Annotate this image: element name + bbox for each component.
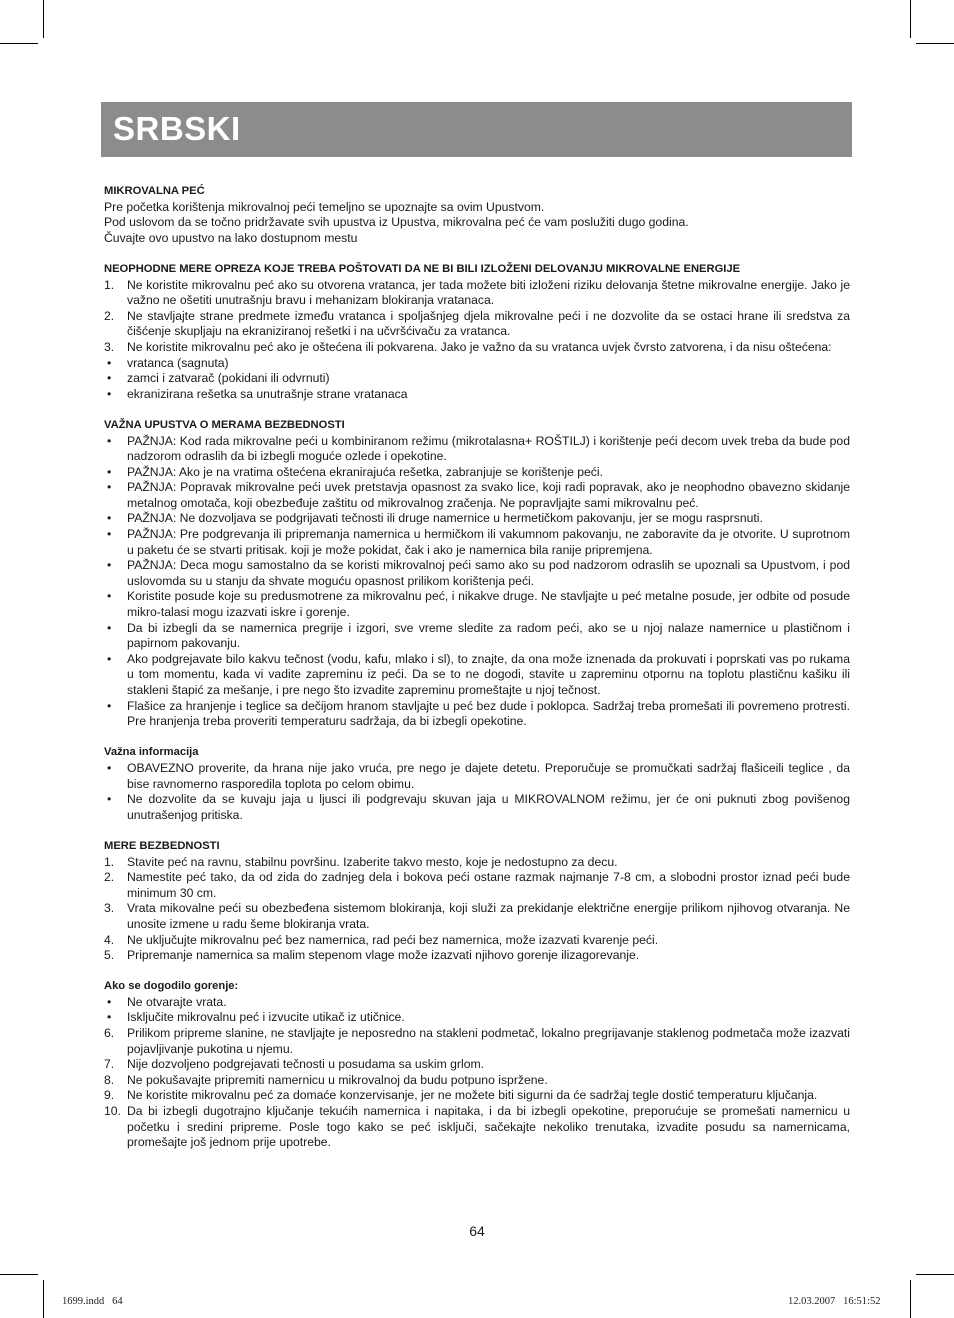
bullet-marker: • [107, 589, 112, 604]
crop-mark-bottom-right-vertical [910, 1280, 911, 1318]
bullet-item [104, 465, 850, 481]
numbered-item [104, 1073, 850, 1089]
item-number: 10. [104, 1104, 121, 1119]
bullet-marker: • [107, 480, 112, 495]
bullet-marker: • [107, 433, 112, 448]
bullet-marker: • [107, 651, 112, 666]
numbered-item [104, 278, 850, 309]
bullet-marker: • [107, 355, 112, 370]
item-text: Prilikom pripreme slanine, ne stavljajte je neposredno na stakleni podmetač, lokalno pregrijavanje staklenog podmetača može izazvati pojavljivanje pukotina u njemu. [127, 1026, 850, 1056]
crop-mark-top-left-vertical [43, 0, 44, 38]
numbered-item [104, 340, 850, 356]
section-gap [104, 964, 850, 980]
item-number: 4. [104, 932, 115, 947]
bullet-marker: • [107, 527, 112, 542]
numbered-item [104, 855, 850, 871]
section-gap [104, 402, 850, 418]
bullet-item [104, 761, 850, 792]
bullet-marker: • [107, 792, 112, 807]
section-heading: VAŽNA UPUSTVA O MERAMA BEZBEDNOSTI [104, 418, 345, 431]
crop-mark-bottom-right-horizontal [916, 1274, 954, 1275]
bullet-item [104, 480, 850, 511]
numbered-item [104, 309, 850, 340]
item-text: Flašice za hranjenje i teglice sa dečijom hranom stavljajte u peć bez dude i poklopca. Sadržaj treba promešati ili povremeno protresti. Pre hranjenja treba proveriti temperaturu sadržaja, da bi izbegli opekotine. [127, 698, 850, 729]
language-header-band [101, 102, 852, 157]
bullet-marker: • [107, 371, 112, 386]
paragraph: Čuvajte ovo upustvo na lako dostupnom mestu [104, 230, 358, 245]
item-text: zamci i zatvarač (pokidani ili odvrnuti) [127, 371, 330, 386]
bullet-item [104, 792, 850, 823]
item-number: 1. [104, 854, 115, 869]
crop-mark-bottom-left-horizontal [0, 1274, 38, 1275]
document-body [104, 184, 850, 1151]
item-text: Nije dozvoljeno podgrejavati tečnosti u posudama sa uskim grlom. [127, 1057, 485, 1072]
item-number: 1. [104, 277, 115, 292]
numbered-item [104, 901, 850, 932]
bullet-marker: • [107, 620, 112, 635]
slug-file-info: 1699.indd 64 [62, 1296, 123, 1307]
section-gap [104, 730, 850, 746]
bullet-marker: • [107, 386, 112, 401]
item-text: vratanca (sagnuta) [127, 355, 229, 370]
item-text: Stavite peć na ravnu, stabilnu površinu. Izaberite takvo mesto, koje je nedostupno za decu. [127, 854, 618, 869]
numbered-item [104, 1057, 850, 1073]
crop-mark-top-right-vertical [910, 0, 911, 38]
item-text: Vrata mikovalne peći su obezbeđena sistemom blokiranja, koji služi za prekidanje električne energije prilikom njihovog otvaranja. Ne unosite izmene u radu šeme blokiranja vrata. [127, 901, 850, 931]
bullet-item [104, 387, 850, 403]
item-text: Ne koristite mikrovalnu peć ako su otvorena vratanca, jer tada možete biti izloženi riziku delovanja štetne mikrovalne energije. Jako je važno ne ošetiti unutrašnju bravu i mehanizam blokiranja vratanaca. [127, 277, 850, 308]
numbered-item [104, 870, 850, 901]
section-heading: Važna informacija [104, 746, 199, 759]
paragraph: Pre početka korištenja mikrovalnoj peći temeljno se upoznajte sa ovim Upustvom. [104, 199, 545, 214]
numbered-item [104, 1088, 850, 1104]
bullet-marker: • [107, 511, 112, 526]
item-text: Ne koristite mikrovalnu peć ako je oštećena ili pokvarena. Jako je važno da su vratanca uvjek čvrsto zatvorena, i da nisu oštećena: [127, 339, 832, 354]
section-heading: Ako se dogodilo gorenje: [104, 980, 239, 993]
slug-date-time: 12.03.2007 16:51:52 [788, 1296, 881, 1307]
section-heading: MIKROVALNA PEĆ [104, 185, 205, 197]
bullet-item [104, 527, 850, 558]
bullet-item [104, 511, 850, 527]
numbered-item [104, 933, 850, 949]
item-text: Ne uključujte mikrovalnu peć bez namernica, rad peći bez namernica, može izazvati kvarenje peći. [127, 932, 659, 947]
bullet-item [104, 371, 850, 387]
bullet-item [104, 356, 850, 372]
item-number: 8. [104, 1072, 115, 1087]
item-text: OBAVEZNO proverite, da hrana nije jako vruća, pre nego je dajete detetu. Preporučuje se promučkati sadržaj flašiceili teglice , da bise ravnomerno rasporedila toplota po celom obimu. [127, 760, 850, 791]
bullet-marker: • [107, 464, 112, 479]
item-number: 3. [104, 339, 115, 354]
language-title: SRBSKI [113, 110, 241, 147]
section-gap [104, 246, 850, 262]
crop-mark-top-left-horizontal [0, 43, 38, 44]
item-text: Ne pokušavajte pripremiti namernicu u mikrovalnoj da budu potpuno ispržene. [127, 1072, 548, 1087]
item-text: PAŽNJA: Ne dozvoljava se podgrijavati tečnosti ili druge namernice u hermetičkom pakovanju, jer se mogu rasprsnuti. [127, 511, 763, 526]
crop-mark-top-right-horizontal [916, 43, 954, 44]
section-heading: NEOPHODNE MERE OPREZA KOJE TREBA POŠTOVATI DA NE BI BILI IZLOŽENI DELOVANJU MIKROVALNE ENERGIJE [104, 262, 741, 275]
item-number: 3. [104, 901, 115, 916]
crop-mark-bottom-left-vertical [43, 1280, 44, 1318]
bullet-item [104, 699, 850, 730]
page-number: 64 [469, 1223, 485, 1239]
bullet-item [104, 621, 850, 652]
item-text: PAŽNJA: Kod rada mikrovalne peći u kombiniranom režimu (mikrotalasna+ ROŠTILJ) i korištenje peći decom uvek treba da bude pod nadzorom odraslih da bi izbegli moguće ozlede i opekotine. [127, 433, 850, 464]
item-number: 9. [104, 1088, 115, 1103]
bullet-item [104, 995, 850, 1011]
item-text: Ako podgrejavate bilo kakvu tečnost (vodu, kafu, mlako i sl), to znajte, da ona može iznenada da prokuvati i poprskati vas po rukama u tom momentu, kada vi vadite zapreminu iz peći. Da se to ne dogodi, stavite u zapreminu otpornu na toplotu plastičnu kašiku ili stakleni štapić za mešanje, i pre nego što izvadite zapreminu promeštajte u njoj tečnost. [127, 651, 850, 697]
item-number: 5. [104, 948, 115, 963]
item-text: Pripremanje namernica sa malim stepenom vlage može izazvati njihovo gorenje ilizagorevanje. [127, 948, 640, 963]
section-gap [104, 823, 850, 839]
numbered-item [104, 1026, 850, 1057]
bullet-item [104, 652, 850, 699]
bullet-item [104, 558, 850, 589]
item-text: PAŽNJA: Deca mogu samostalno da se koristi mikrovalnoj peći samo ako su pod nadzorom odraslih se upoznali sa Upustvom, i pod uslovomda su u stanju da shvate moguću opasnost prilikom korištenja peći. [127, 558, 850, 588]
bullet-marker: • [107, 760, 112, 775]
bullet-marker: • [107, 1010, 112, 1025]
item-text: Ne stavljajte strane predmete između vratanca i spoljašnjeg djela mikrovalne peći i ne dozvolite da se ostaci hrane ili sredstva za čišćenje skupljaju na ekraniziranoj rešetki i na učvršćivaču za vratanca. [127, 308, 850, 339]
item-text: ekranizirana rešetka sa unutrašnje strane vratanaca [127, 386, 408, 401]
item-text: Da bi izbegli dugotrajno ključanje tekućih namernica i napitaka, i da bi izbegli opekotine, preporućuje se promešati namernicu u početku i sredini pripreme. Posle togo kako se peć isključi, sačekajte nekoliko trenutaka, izvadite posudu sa namernicama, promešajte još jednom prije upotrebe. [127, 1104, 850, 1150]
bullet-marker: • [107, 698, 112, 713]
bullet-item [104, 589, 850, 620]
item-text: PAŽNJA: Popravak mikrovalne peći uvek pretstavja opasnost za svako lice, koji radi popravak, ako je neophodno obavezno skidanje metalnog omotača, koji obezbeđuje zaštitu od mikrovalnog zračenja. Ne popravljajte sami mikrovalnu peć. [127, 480, 850, 510]
bullet-item [104, 434, 850, 465]
bullet-marker: • [107, 994, 112, 1009]
item-text: PAŽNJA: Ako je na vratima oštećena ekranirajuća rešetka, zabranjuje se korištenje peći. [127, 464, 603, 479]
item-text: Isključite mikrovalnu peć i izvucite utikač iz utičnice. [127, 1010, 405, 1025]
item-text: Koristite posude koje su predusmotrene za mikrovalnu peć, i nikakve druge. Ne stavljajte u peć metalne posude, jer odbite od posude mikro-talasi mogu izazvati iskre i gorenje. [127, 589, 850, 620]
bullet-marker: • [107, 558, 112, 573]
item-number: 6. [104, 1026, 115, 1041]
paragraph: Pod uslovom da se točno pridržavate svih upustva iz Upustva, mikrovalna peć će vam poslužiti dugo godina. [104, 215, 689, 230]
bullet-item [104, 1010, 850, 1026]
item-text: Ne dozvolite da se kuvaju jaja u ljusci ili podgrevaju skuvan jaja u MIKROVALNOM režimu, jer će oni puknuti zbog povišenog unutrašenjog pritiska. [127, 792, 850, 822]
item-text: Ne koristite mikrovalnu peć za domaće konzervisanje, jer ne možete biti sigurni da će sadržaj tegle dostić temperaturu ključanja. [127, 1088, 818, 1103]
item-number: 2. [104, 308, 115, 323]
numbered-item [104, 948, 850, 964]
item-text: PAŽNJA: Pre podgrevanja ili pripremanja namernica u hermičkom ili vakumnom pakovanju, ne zaboravite da je otvorite. U suprotnom u paketu će se stvarti pritisak. koji je može pokidat, čak i ako je namernica bila ranije pripremjena. [127, 527, 850, 557]
item-text: Namestite peć tako, da od zida do zadnjeg dela i bokova peći ostane razmak najmanje 7-8 cm, a slobodni prostor iznad peći bude minimum 30 cm. [127, 870, 850, 900]
item-text: Ne otvarajte vrata. [127, 994, 227, 1009]
item-number: 7. [104, 1057, 115, 1072]
item-number: 2. [104, 870, 115, 885]
section-heading: MERE BEZBEDNOSTI [104, 839, 220, 852]
numbered-item [104, 1104, 850, 1151]
item-text: Da bi izbegli da se namernica pregrije i izgori, sve vreme sledite za radom peći, ako se u njoj nalaze namernice u plastičnom i papirnom pakovanju. [127, 620, 850, 651]
